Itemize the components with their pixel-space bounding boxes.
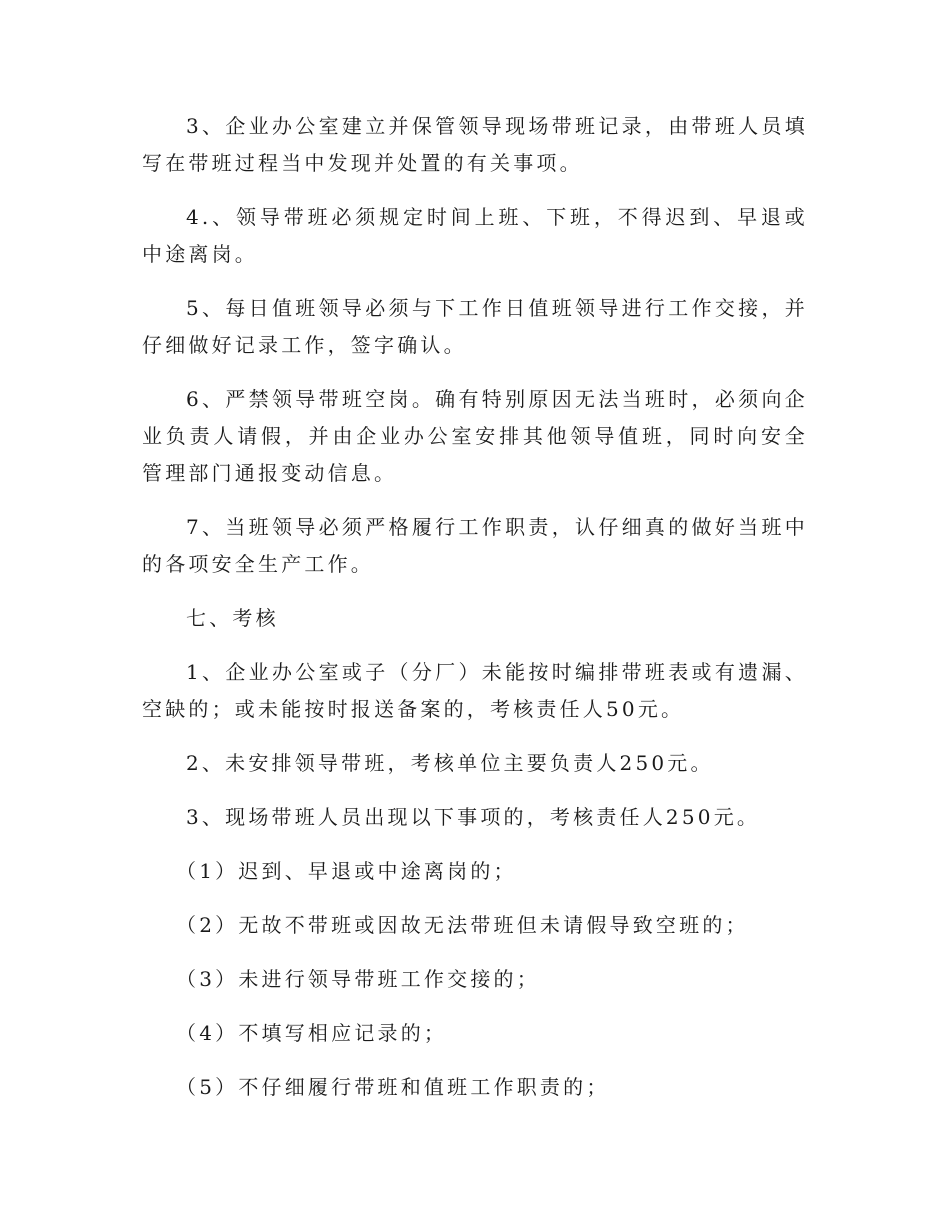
sub-item-1: （1）迟到、早退或中途离岗的； bbox=[176, 859, 517, 883]
paragraph-item-4: 4.、领导带班必须规定时间上班、下班，不得迟到、早退或中途离岗。 bbox=[142, 205, 808, 266]
assessment-item-2: 2、未安排领导带班，考核单位主要负责人250元。 bbox=[186, 751, 714, 775]
paragraph-item-6: 6、严禁领导带班空岗。确有特别原因无法当班时，必须向企业负责人请假，并由企业办公室安排其他领导值班，同时向安全管理部门通报变动信息。 bbox=[142, 387, 808, 485]
section-heading: 七、考核 bbox=[186, 606, 279, 630]
sub-item-4: （4）不填写相应记录的； bbox=[176, 1021, 448, 1045]
paragraph-item-3: 3、企业办公室建立并保管领导现场带班记录，由带班人员填写在带班过程当中发现并处置的有关事项。 bbox=[142, 114, 808, 175]
sub-item-5: （5）不仔细履行带班和值班工作职责的； bbox=[176, 1075, 610, 1099]
paragraph-item-5: 5、每日值班领导必须与下工作日值班领导进行工作交接，并仔细做好记录工作，签字确认。 bbox=[142, 296, 808, 357]
sub-item-3: （3）未进行领导带班工作交接的； bbox=[176, 967, 540, 991]
assessment-item-1: 1、企业办公室或子（分厂）未能按时编排带班表或有遗漏、空缺的；或未能按时报送备案的，考核责任人50元。 bbox=[142, 660, 808, 721]
paragraph-item-7: 7、当班领导必须严格履行工作职责，认仔细真的做好当班中的各项安全生产工作。 bbox=[142, 515, 808, 576]
sub-item-2: （2）无故不带班或因故无法带班但未请假导致空班的； bbox=[176, 913, 749, 937]
assessment-item-3: 3、现场带班人员出现以下事项的，考核责任人250元。 bbox=[186, 805, 761, 829]
document-body bbox=[142, 108, 808, 1123]
